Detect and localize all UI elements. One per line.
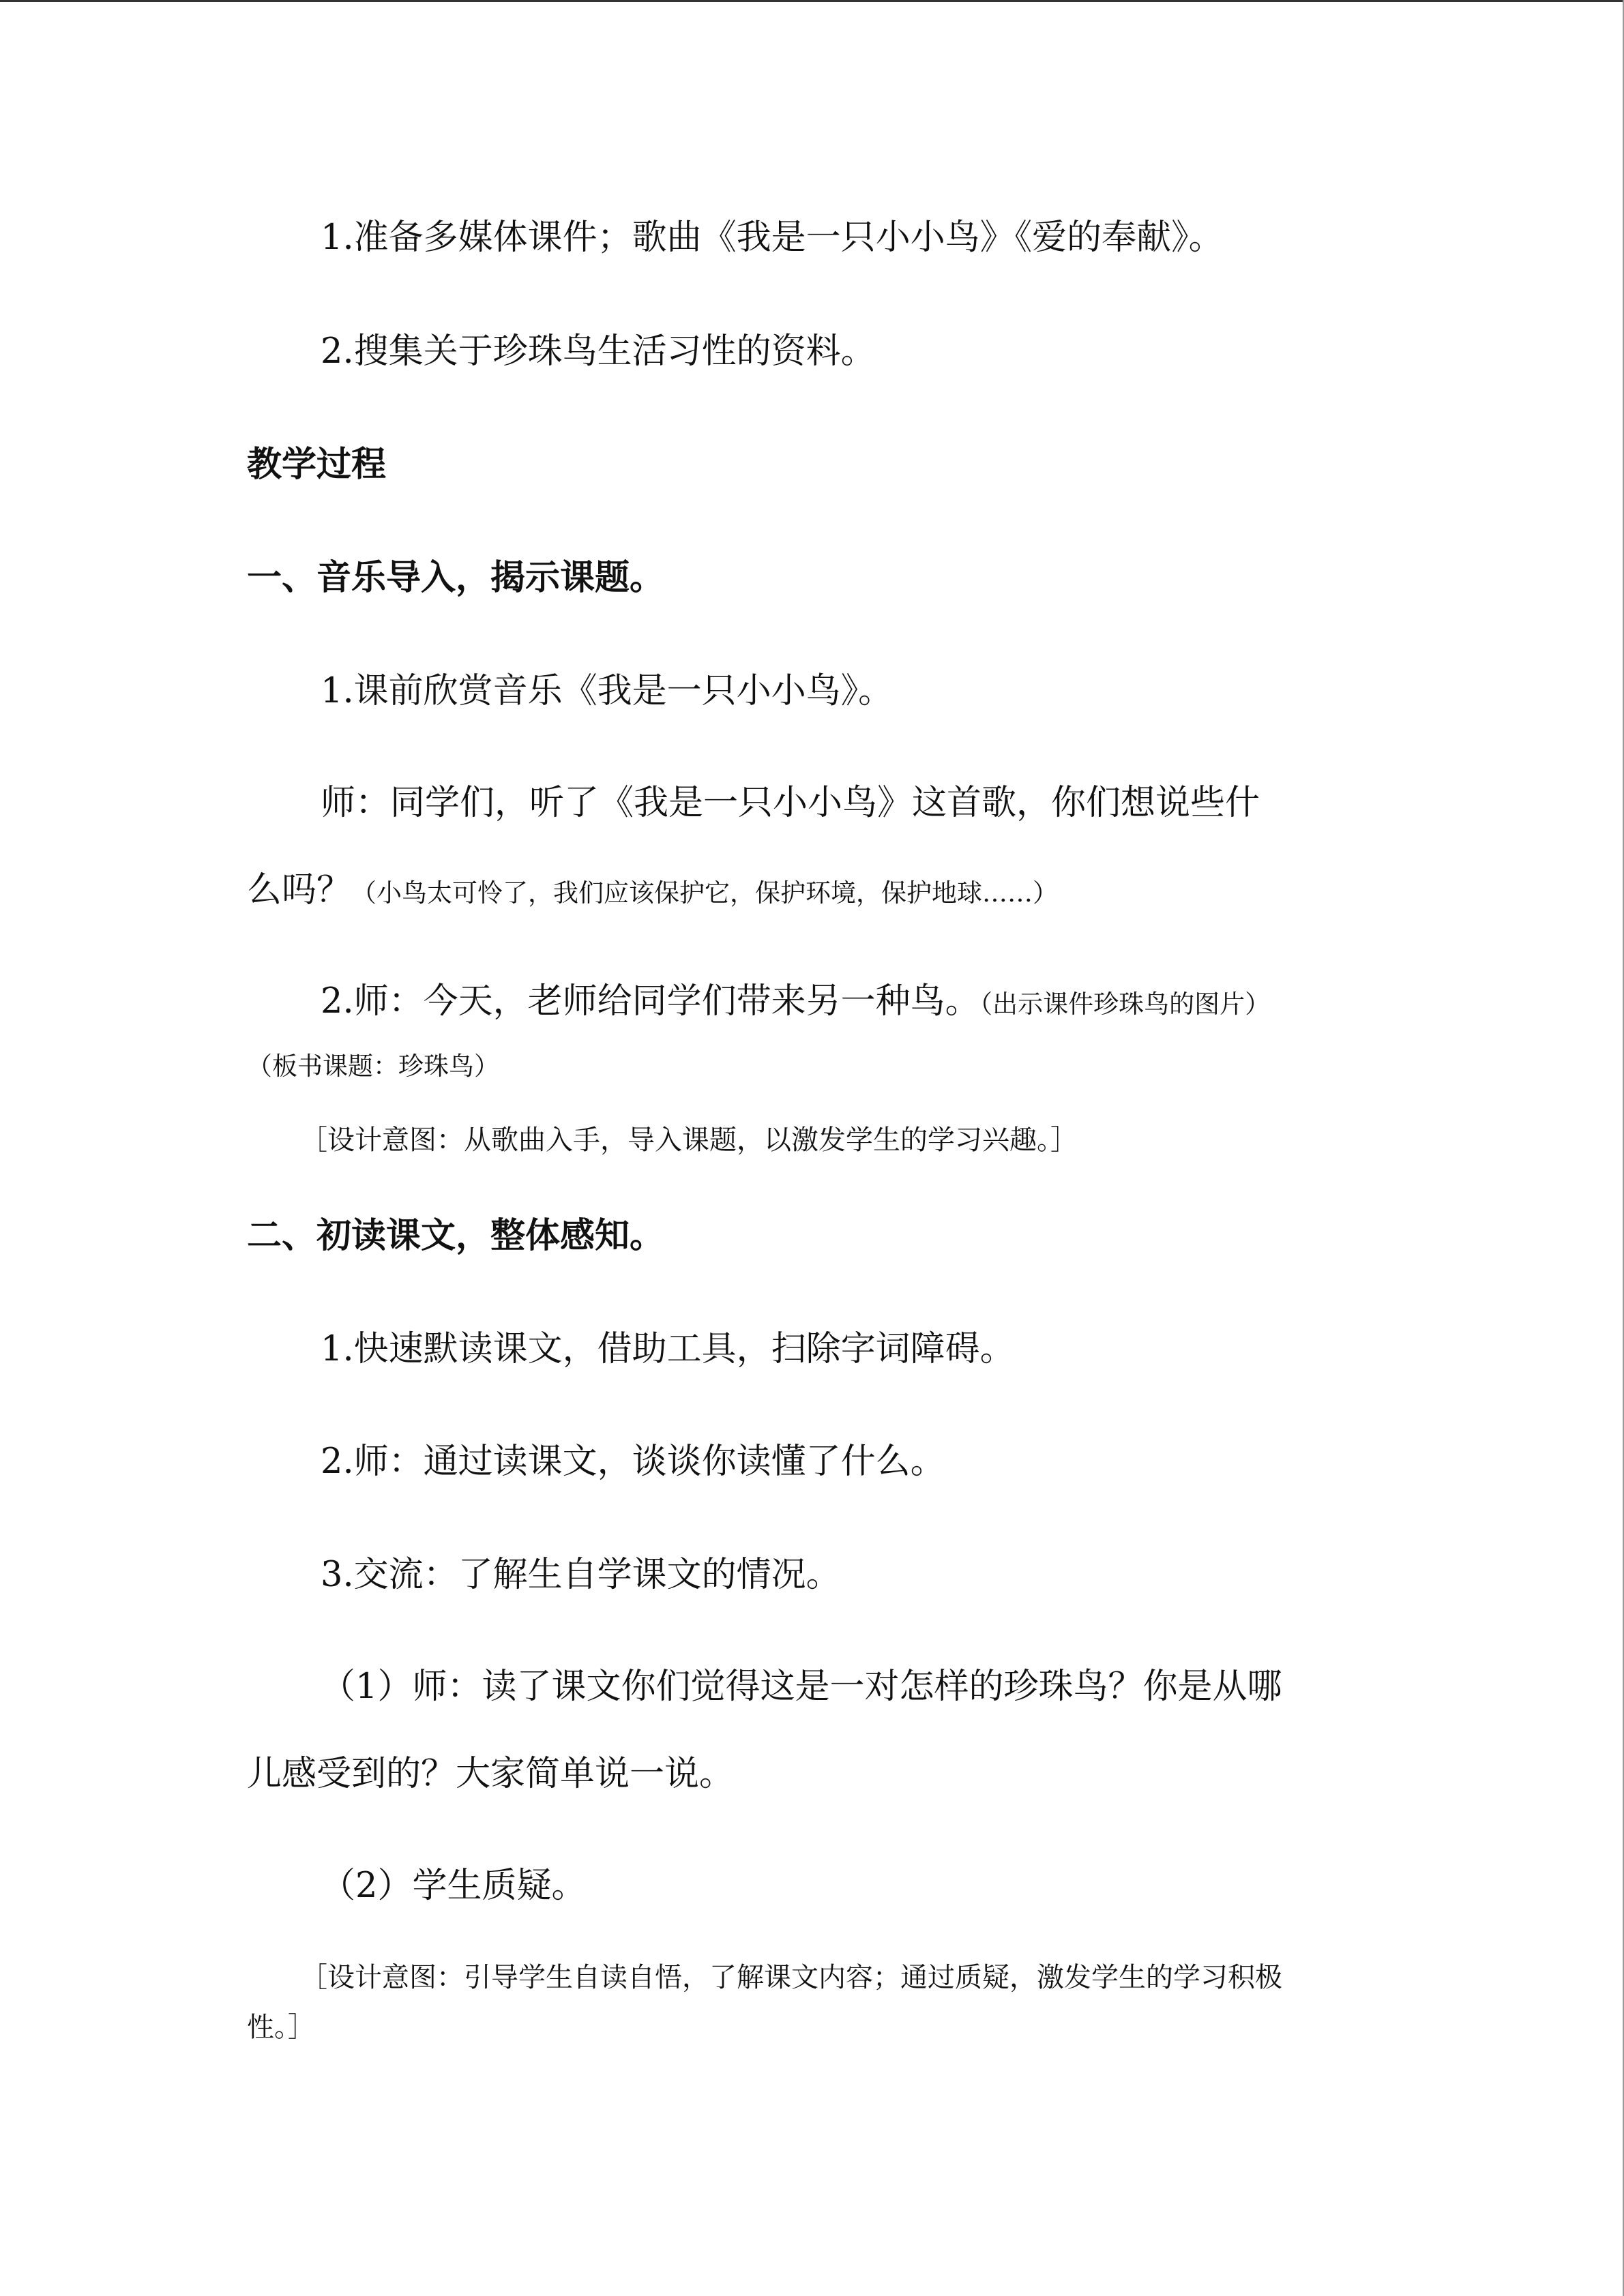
section-2-heading: 二、初读课文，整体感知。 [247,1215,665,1256]
section-1-step-2 [321,981,1271,1022]
section-2-step-1: 1.快速默读课文，借助工具，扫除字词障碍。 [321,1329,1015,1369]
section-2-step-2: 2.师：通过读课文，谈谈你读懂了什么。 [321,1442,945,1482]
step-2-note: （出示课件珍珠鸟的图片） [979,989,1271,1019]
section-2-sub-2: （2）学生质疑。 [321,1866,587,1906]
section-1-teacher-question-line-1: 师：同学们，听了《我是一只小小鸟》这首歌，你们想说些什 [321,783,1260,823]
prep-item-1: 1.准备多媒体课件；歌曲《我是一只小小鸟》《爱的奉献》。 [321,218,1224,258]
board-note: （板书课题：珍珠鸟） [247,1052,499,1081]
section-2-design-intent-line-2: 性。］ [247,2012,315,2043]
section-2-sub-1-line-1: （1）师：读了课文你们觉得这是一对怎样的珍珠鸟？你是从哪 [321,1667,1282,1707]
section-1-step-1: 1.课前欣赏音乐《我是一只小小鸟》。 [321,671,894,711]
process-title: 教学过程 [247,444,387,485]
step-2-text: 2.师：今天，老师给同学们带来另一种鸟。 [321,981,980,1022]
section-1-design-intent: ［设计意图：从歌曲入手，导入课题，以激发学生的学习兴趣。］ [300,1124,1078,1156]
prep-item-2: 2.搜集关于珍珠鸟生活习性的资料。 [321,331,876,372]
section-1-heading: 一、音乐导入，揭示课题。 [247,557,665,598]
teacher-question-tail: 么吗？ [247,870,352,910]
section-2-design-intent-line-1: ［设计意图：引导学生自读自悟，了解课文内容；通过质疑，激发学生的学习积极 [300,1962,1282,1993]
page-top-border [0,0,1624,2]
teacher-question-answer: （小鸟太可怜了，我们应该保护它，保护环境，保护地球……） [351,878,1059,908]
section-1-teacher-question-line-2 [247,870,1059,910]
section-2-step-3: 3.交流：了解生自学课文的情况。 [321,1555,841,1595]
section-2-sub-1-line-2: 儿感受到的？大家简单说一说。 [247,1754,735,1794]
